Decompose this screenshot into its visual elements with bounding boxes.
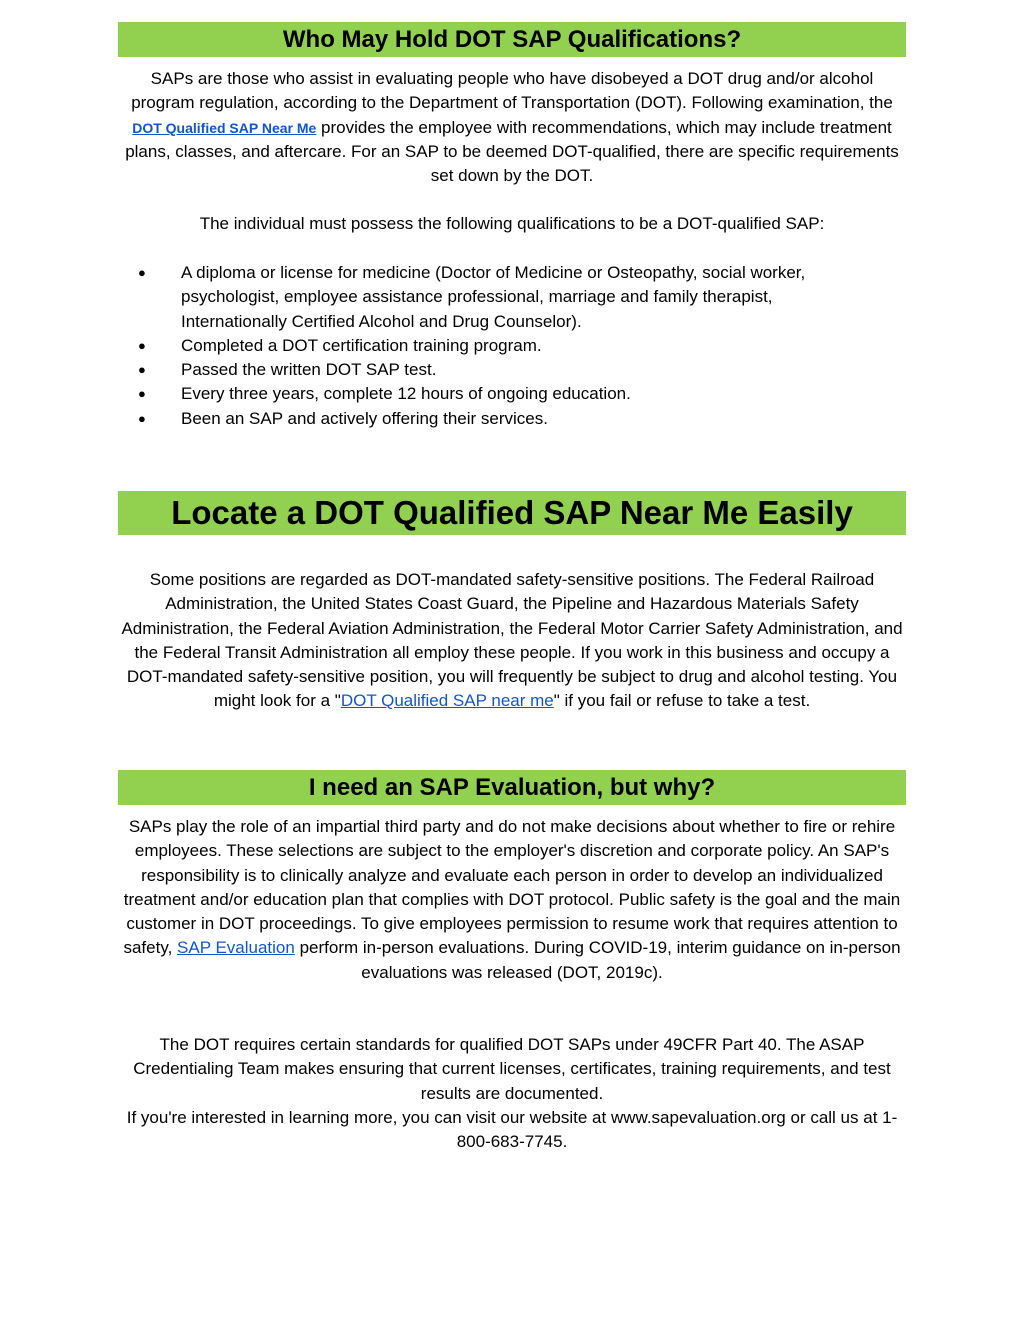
dot-qualified-sap-near-me-link[interactable]: DOT Qualified SAP near me: [340, 691, 554, 711]
evaluation-text-start: SAPs play the role of an impartial third party and do not make decisions about whether to fire or rehire employees. These selections are subject to the employer's discretion and corporate policy. An SAP's responsibility is to clinically analyze and evaluate each person in order to develop an individualized treatment and/or education plan that complies with DOT protocol. Public safety is the goal and the main customer in DOT proceedings. To give employees permission to resume work that requires attention to safety,: [123, 817, 901, 958]
bullet-icon: ●: [138, 265, 146, 280]
intro-text-end: provides the employee with recommendations, which may include treatment plans, classes, and aftercare. For an SAP to be deemed DOT-qualified, there are specific requirements set down by the DOT.: [125, 117, 899, 186]
section-heading-locate: Locate a DOT Qualified SAP Near Me Easily: [118, 491, 906, 535]
list-item: [118, 382, 878, 406]
qualifications-list: [118, 261, 878, 431]
dot-qualified-sap-link[interactable]: DOT Qualified SAP Near Me: [132, 119, 317, 136]
bullet-icon: ●: [138, 386, 146, 402]
list-item: [118, 407, 878, 431]
list-item: [118, 358, 878, 382]
intro-text-start: SAPs are those who assist in evaluating people who have disobeyed a DOT drug and/or alcohol program regulation, according to the Department of Transportation (DOT). Following examination, the: [131, 69, 893, 113]
bullet-icon: ●: [138, 362, 146, 378]
bullet-icon: ●: [138, 410, 146, 426]
qualifications-lead-paragraph: The individual must possess the following qualifications to be a DOT-qualified SAP:: [199, 214, 825, 233]
sap-evaluation-link[interactable]: SAP Evaluation: [177, 938, 295, 958]
intro-paragraph: [118, 67, 906, 188]
evaluation-paragraph: [118, 815, 906, 985]
list-item-text: Every three years, complete 12 hours of ongoing education.: [181, 384, 631, 404]
contact-paragraph: If you're interested in learning more, you can visit our website at www.sapevaluation.org or call us at 1-800-683-7745.: [126, 1108, 898, 1152]
list-item-text: Been an SAP and actively offering their services.: [181, 408, 548, 428]
list-item: [118, 334, 878, 358]
standards-paragraph: The DOT requires certain standards for qualified DOT SAPs under 49CFR Part 40. The ASAP Credentialing Team makes ensuring that current licenses, certificates, training requirements, and test results are documented.: [133, 1035, 891, 1103]
locate-text-start: Some positions are regarded as DOT-mandated safety-sensitive positions. The Federal Railroad Administration, the United States Coast Guard, the Pipeline and Hazardous Materials Safety Administration, the Federal Aviation Administration, the Federal Motor Carrier Safety Administration, and the Federal Transit Administration all employ these people. If you work in this business and occupy a DOT-mandated safety-sensitive position, you will frequently be subject to drug and alcohol testing. You might look for a ": [121, 570, 903, 711]
section-heading-evaluation: I need an SAP Evaluation, but why?: [118, 770, 906, 805]
locate-paragraph: [118, 568, 906, 714]
locate-text-end: " if you fail or refuse to take a test.: [553, 691, 811, 711]
list-item-text: A diploma or license for medicine (Doctor of Medicine or Osteopathy, social worker, psychologist, employee assistance professional, marriage and family therapist, Internationally Certified Alcohol and Drug Counselor).: [181, 263, 806, 331]
evaluation-text-end: perform in-person evaluations. During COVID-19, interim guidance on in-person evaluations was released (DOT, 2019c).: [294, 938, 901, 982]
bullet-icon: ●: [138, 337, 146, 353]
list-item: [118, 261, 878, 334]
list-item-text: Completed a DOT certification training program.: [181, 335, 542, 355]
section-heading-qualifications: Who May Hold DOT SAP Qualifications?: [118, 22, 906, 57]
list-item-text: Passed the written DOT SAP test.: [181, 360, 437, 380]
